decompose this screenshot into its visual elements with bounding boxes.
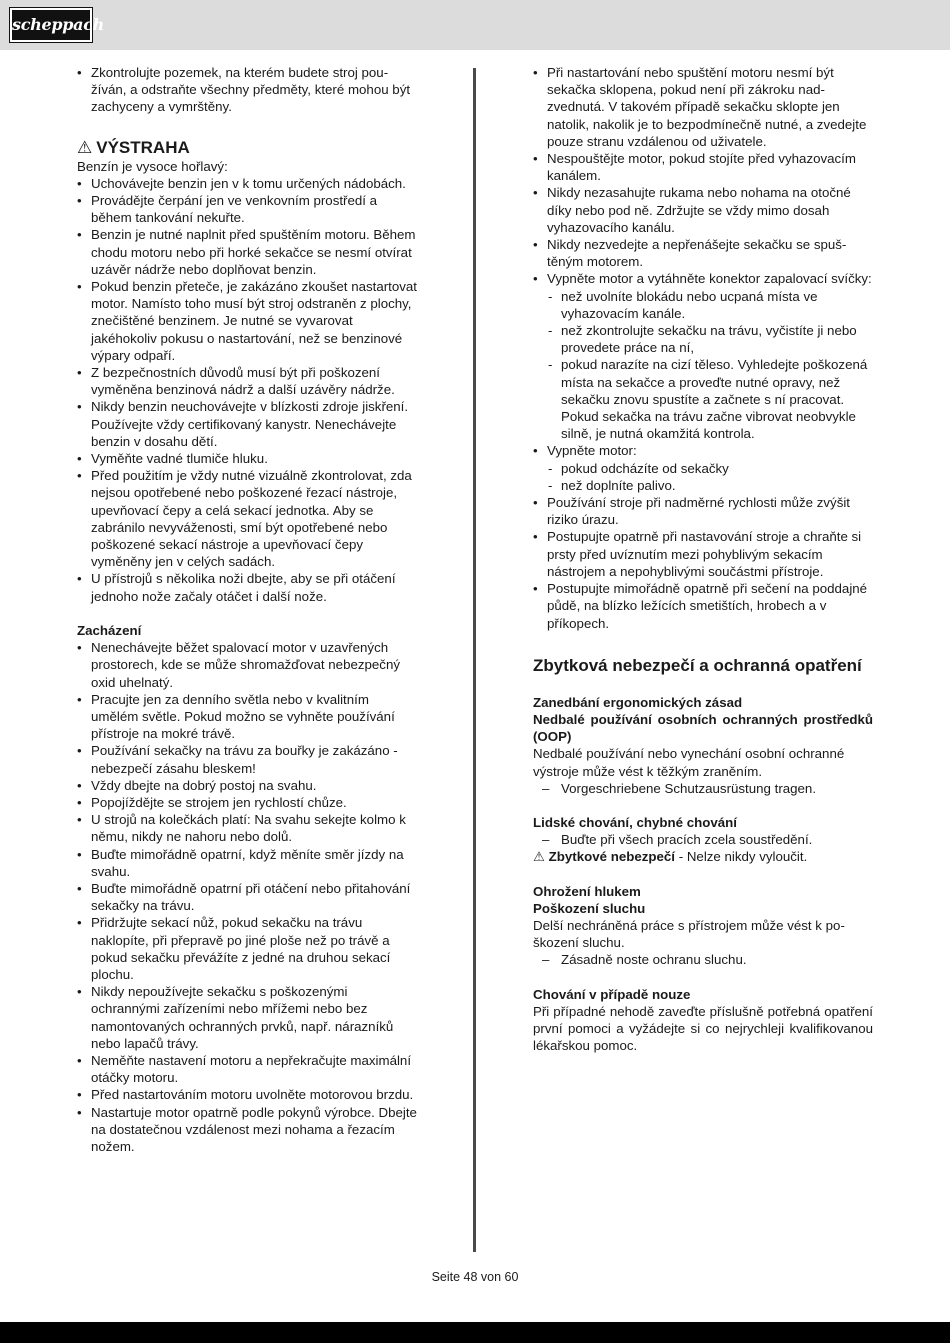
sub-list-item: – Vorgeschriebene Schutzausrüstung tragen. xyxy=(533,780,873,797)
operation-list xyxy=(533,64,873,288)
list-item: • Popojíždějte se strojem jen rychlostí chůze. xyxy=(77,794,417,811)
list-item: • Vypněte motor: xyxy=(533,442,873,459)
list-item: • Buďte mimořádně opatrní, když měníte směr jízdy na svahu. xyxy=(77,846,417,880)
warning-icon: ⚠ xyxy=(77,137,93,157)
warning-intro: Benzín je vysoce hořlavý: xyxy=(77,158,228,174)
ppe-title: Nedbalé používání osobních ochranných prostředků (OOP) xyxy=(533,711,873,745)
warning-icon: ⚠ xyxy=(533,849,545,865)
list-item: • Při nastartování nebo spuštění motoru nesmí být sekačka sklopena, pokud není při zákroku nadzvednutá. V takovém případě sekačku sklopte jen natolik, nakolik je to bezpodmínečně nutné, a zvedejte pouze stranu vzdálenou od uživatele. xyxy=(533,64,873,150)
list-item: • Z bezpečnostních důvodů musí být při poškození vyměněna benzinová nádrž a další uzávěry nádrže. xyxy=(77,364,417,398)
ppe-text: Nedbalé používání nebo vynechání osobní ochranné výstroje může vést k těžkým zraněním. xyxy=(533,746,845,779)
noise-title: Ohrožení hlukem xyxy=(533,883,641,899)
warning-list xyxy=(77,175,417,605)
list-item: • Pokud benzin přeteče, je zakázáno zkoušet nastartovat motor. Namísto toho musí být stroj odstraněn z plochy, znečištěné benzinem. Je nutné se vyvarovat jakéhokoliv pokusu o nastartování, než se benzinové výpary odpaří. xyxy=(77,278,417,364)
residual-risk-text: - Nelze nikdy vyloučit. xyxy=(675,849,808,865)
list-item: • Před nastartováním motoru uvolněte motorovou brzdu. xyxy=(77,1086,417,1103)
left-column xyxy=(77,64,417,1155)
emergency-title: Chování v případě nouze xyxy=(533,986,691,1002)
residual-risks-heading: Zbytková nebezpečí a ochranná opatření xyxy=(533,655,862,675)
footer-bar xyxy=(0,1322,950,1343)
warning-title: VÝSTRAHA xyxy=(96,137,190,157)
list-item: • Postupujte opatrně při nastavování stroje a chraňte si prsty před uvíznutím mezi pohyblivým sekacím nástrojem a nepohyblivými součástmi přístroje. xyxy=(533,528,873,580)
page-number: Seite 48 von 60 xyxy=(431,1270,519,1284)
hearing-sublist xyxy=(533,951,873,968)
sub-list-item: - pokud odcházíte od sekačky xyxy=(533,460,873,477)
list-item: • Nikdy nepoužívejte sekačku s poškozenými ochrannými zařízeními nebo mřížemi nebo bez namontovaných ochranných prvků, např. nárazníků nebo lapačů trávy. xyxy=(77,983,417,1052)
sub-list-item: – Zásadně noste ochranu sluchu. xyxy=(533,951,873,968)
column-divider xyxy=(473,68,476,1252)
spark-plug-sublist xyxy=(533,288,873,443)
list-item: • Neměňte nastavení motoru a nepřekračujte maximální otáčky motoru. xyxy=(77,1052,417,1086)
list-item: • Přidržujte sekací nůž, pokud sekačku na trávu naklopíte, při přepravě po jiné ploše než po trávě a pokud sekačku převážíte z jedné na druhou sekací plochu. xyxy=(77,914,417,983)
list-item: • Nikdy nezasahujte rukama nebo nohama na otočné díky nebo pod ně. Zdržujte se vždy mimo dosah vyhazovacího kanálu. xyxy=(533,184,873,236)
list-item: • Uchovávejte benzin jen v k tomu určených nádobách. xyxy=(77,175,417,192)
hearing-title: Poškození sluchu xyxy=(533,900,646,916)
list-item: • Nikdy nezvedejte a nepřenášejte sekačku se spuštěným motorem. xyxy=(533,236,873,270)
scheppach-logo: scheppach xyxy=(10,8,92,42)
list-item: • Používání sekačky na trávu za bouřky je zakázáno - nebezpečí zásahu bleskem! xyxy=(77,742,417,776)
header-bar xyxy=(0,0,950,50)
engine-off-sublist xyxy=(533,460,873,494)
list-item: • Benzin je nutné naplnit před spuštěním motoru. Během chodu motoru nebo při horké sekačce se nesmí otvírat uzávěr nádrže nebo doplňovat benzin. xyxy=(77,226,417,278)
list-item: • Používání stroje při nadměrné rychlosti může zvýšit riziko úrazu. xyxy=(533,494,873,528)
intro-list xyxy=(77,64,417,116)
list-item: • Vyměňte vadné tlumiče hluku. xyxy=(77,450,417,467)
handling-list xyxy=(77,639,417,1155)
human-behavior-sublist xyxy=(533,831,873,848)
ergonomics-title: Zanedbání ergonomických zásad xyxy=(533,694,743,710)
list-item: • Postupujte mimořádně opatrně při sečení na poddajné půdě, na blízko ležících smetištích, hrobech a v příkopech. xyxy=(533,580,873,632)
warning-heading xyxy=(77,138,417,158)
list-item: • Před použitím je vždy nutné vizuálně zkontrolovat, zda nejsou opotřebené nebo poškozené řezací nástroje, upevňovací čepy a celá sekací jednotka. Aby se zabránilo nevyváženosti, smí být opotřebené nebo poškozené sekací nástroje a upevňovací čepy vyměněny jen v celých sadách. xyxy=(77,467,417,570)
sub-list-item: – Buďte při všech pracích zcela soustředění. xyxy=(533,831,873,848)
list-item: • Zkontrolujte pozemek, na kterém budete stroj používán, a odstraňte všechny předměty, které mohou být zachyceny a vymrštěny. xyxy=(77,64,417,116)
emergency-text: Při případné nehodě zaveďte příslušně potřebná opatření první pomoci a vyžádejte si co nejrychleji kvalifikovanou lékařskou pomoc. xyxy=(533,1003,873,1054)
list-item: • Pracujte jen za denního světla nebo v kvalitním umělém světle. Pokud možno se vyhněte používání přístroje na mokré trávě. xyxy=(77,691,417,743)
list-item: • Buďte mimořádně opatrní při otáčení nebo přitahování sekačky na trávu. xyxy=(77,880,417,914)
sub-list-item: - pokud narazíte na cizí těleso. Vyhledejte poškozená místa na sekačce a proveďte nutné opravy, než sekačku znovu spustíte a začnete s ní pracovat. Pokud sekačka na trávu začne vibrovat neobvykle silně, je nutná okamžitá kontrola. xyxy=(533,356,873,442)
sub-list-item: - než uvolníte blokádu nebo ucpaná místa ve vyhazovacím kanále. xyxy=(533,288,873,322)
list-item: • U strojů na kolečkách platí: Na svahu sekejte kolmo k němu, nikdy ne nahoru nebo dolů. xyxy=(77,811,417,845)
hearing-text: Delší nechráněná práce s přístrojem může vést k poškození sluchu. xyxy=(533,917,845,951)
list-item: • Vždy dbejte na dobrý postoj na svahu. xyxy=(77,777,417,794)
list-item: • Nikdy benzin neuchovávejte v blízkosti zdroje jiskření. Používejte vždy certifikovaný kanystr. Nenechávejte benzin v dosahu dětí. xyxy=(77,398,417,450)
list-item: • Nenechávejte běžet spalovací motor v uzavřených prostorech, kde se může shromažďovat nebezpečný oxid uhelnatý. xyxy=(77,639,417,691)
sub-list-item: - než doplníte palivo. xyxy=(533,477,873,494)
residual-risk-label: Zbytkové nebezpečí xyxy=(548,849,675,865)
list-item: • U přístrojů s několika noži dbejte, aby se při otáčení jednoho nože začaly otáčet i další nože. xyxy=(77,570,417,604)
list-item: • Provádějte čerpání jen ve venkovním prostředí a během tankování nekuřte. xyxy=(77,192,417,226)
list-item: • Vypněte motor a vytáhněte konektor zapalovací svíčky: xyxy=(533,270,873,287)
residual-risk-note xyxy=(533,848,873,865)
sub-list-item: - než zkontrolujte sekačku na trávu, vyčistíte ji nebo provedete práce na ní, xyxy=(533,322,873,356)
ppe-sublist xyxy=(533,780,873,797)
list-item: • Nastartuje motor opatrně podle pokynů výrobce. Dbejte na dostatečnou vzdálenost mezi nohama a řezacím nožem. xyxy=(77,1104,417,1156)
handling-title: Zacházení xyxy=(77,622,142,638)
human-behavior-title: Lidské chování, chybné chování xyxy=(533,814,737,830)
right-column xyxy=(533,64,873,1054)
engine-off-list xyxy=(533,442,873,459)
caution-list xyxy=(533,494,873,632)
list-item: • Nespouštějte motor, pokud stojíte před vyhazovacím kanálem. xyxy=(533,150,873,184)
